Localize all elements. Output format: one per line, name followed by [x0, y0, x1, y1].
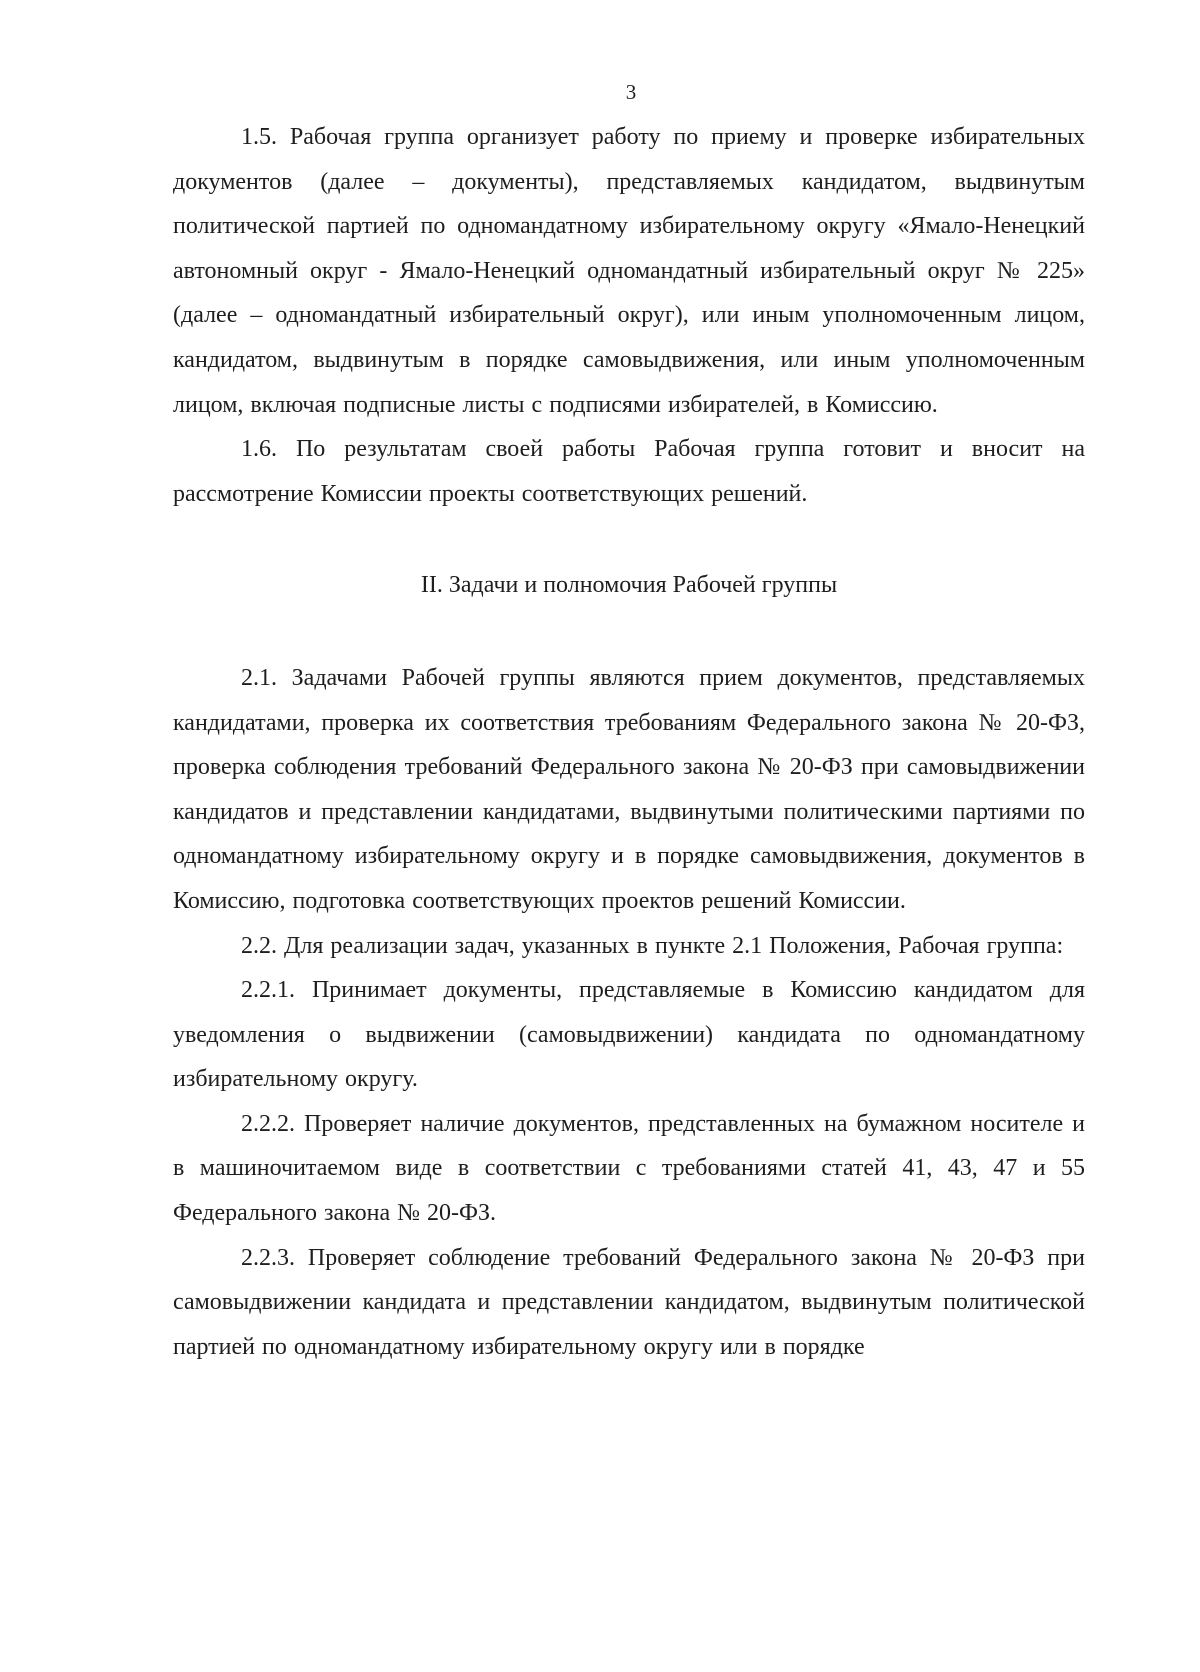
paragraph-2-2-2: 2.2.2. Проверяет наличие документов, представленных на бумажном носителе и в машиночитаемом виде в соответствии с требованиями статей 41, 43, 47 и 55 Федерального закона № 20-ФЗ.	[173, 1110, 1085, 1227]
paragraph-1-5: 1.5. Рабочая группа организует работу по приему и проверке избирательных документов (далее – документы), представляемых кандидатом, выдвинутым политической партией по одномандатному избирательному округу «Ямало-Ненецкий автономный округ - Ямало-Ненецкий одномандатный избирательный округ № 225» (далее – одномандатный избирательный округ), или иным уполномоченным лицом, кандидатом, выдвинутым в порядке самовыдвижения, или иным уполномоченным лицом, включая подписные листы с подписями избирателей, в Комиссию.	[173, 124, 1085, 418]
paragraph-2-1: 2.1. Задачами Рабочей группы являются прием документов, представляемых кандидатами, проверка их соответствия требованиям Федерального закона № 20-ФЗ, проверка соблюдения требований Федерального закона № 20-ФЗ при самовыдвижении кандидатов и представлении кандидатами, выдвинутыми политическими партиями по одномандатному избирательному округу и в порядке самовыдвижения, документов в Комиссию, подготовка соответствующих проектов решений Комиссии.	[173, 664, 1085, 914]
paragraph-2-2: 2.2. Для реализации задач, указанных в пункте 2.1 Положения, Рабочая группа:	[241, 932, 1064, 959]
document-body	[173, 115, 1085, 1369]
paragraph-2-2-1: 2.2.1. Принимает документы, представляемые в Комиссию кандидатом для уведомления о выдвижении (самовыдвижении) кандидата по одномандатному избирательному округу.	[173, 977, 1085, 1093]
paragraph-2-2-3: 2.2.3. Проверяет соблюдение требований Федерального закона № 20-ФЗ при самовыдвижении кандидата и представлении кандидатом, выдвинутым политической партией по одномандатному избирательному округу или в порядке	[173, 1244, 1085, 1360]
section-heading: II. Задачи и полномочия Рабочей группы	[420, 572, 838, 599]
page-number: 3	[625, 80, 637, 104]
paragraph-1-6: 1.6. По результатам своей работы Рабочая группа готовит и вносит на рассмотрение Комиссии проекты соответствующих решений.	[173, 436, 1085, 507]
